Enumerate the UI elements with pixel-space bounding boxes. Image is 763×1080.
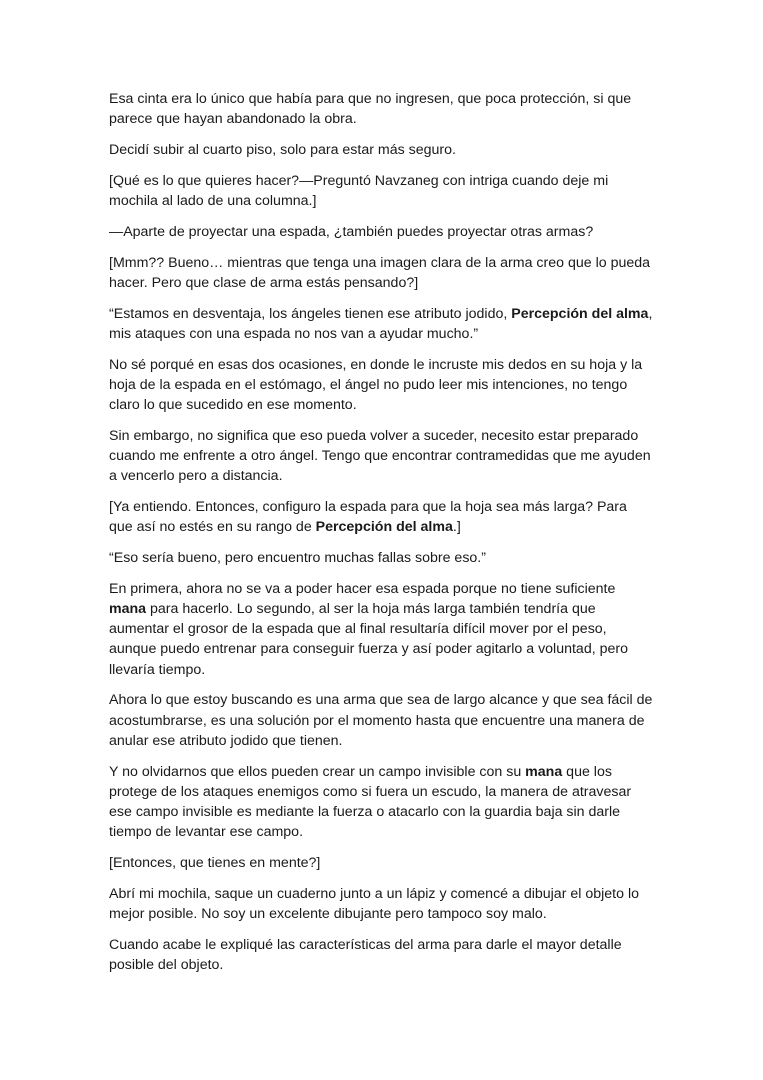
paragraph-text: [Ya entiendo. Entonces, configuro la espada para que la hoja sea más larga? Para que así no estés en su rango de — [109, 499, 627, 536]
body-paragraph — [109, 140, 654, 160]
paragraph-text: —Aparte de proyectar una espada, ¿también puedes proyectar otras armas? — [109, 223, 594, 240]
body-paragraph — [109, 690, 654, 751]
paragraph-text: En primera, ahora no se va a poder hacer esa espada porque no tiene suficiente — [109, 580, 616, 597]
body-paragraph — [109, 171, 654, 211]
paragraph-text: [Entonces, que tienes en mente?] — [109, 855, 321, 872]
body-paragraph — [109, 762, 654, 843]
paragraph-text: “Estamos en desventaja, los ángeles tienen ese atributo jodido, — [109, 305, 512, 322]
body-paragraph — [109, 497, 654, 537]
bold-term: Percepción del alma — [315, 519, 453, 536]
paragraph-text: Abrí mi mochila, saque un cuaderno junto a un lápiz y comencé a dibujar el objeto lo mejor posible. No soy un excelente dibujante pero tampoco soy malo. — [109, 885, 639, 923]
body-paragraph — [109, 222, 654, 242]
paragraph-text: Y no olvidarnos que ellos pueden crear un campo invisible con su — [109, 763, 526, 780]
body-paragraph — [109, 355, 654, 416]
paragraph-text: que los protege de los ataques enemigos como si fuera un escudo, la manera de atravesar ese campo invisible es mediante la fuerza o atacarlo con la guardia baja sin darle tiempo de levantar ese campo. — [109, 763, 632, 841]
body-paragraph — [109, 426, 654, 487]
bold-term: mana — [525, 763, 563, 780]
body-paragraph — [109, 935, 654, 975]
body-paragraph — [109, 579, 654, 680]
paragraph-text: Cuando acabe le expliqué las características del arma para darle el mayor detalle posible del objeto. — [109, 936, 622, 974]
body-paragraph — [109, 853, 654, 873]
paragraph-text: Sin embargo, no significa que eso pueda volver a suceder, necesito estar preparado cuando me enfrente a otro ángel. Tengo que encontrar contramedidas que me ayuden a vencerlo pero a distancia. — [109, 427, 651, 485]
paragraph-text: Decidí subir al cuarto piso, solo para estar más seguro. — [109, 142, 456, 158]
paragraph-text: No sé porqué en esas dos ocasiones, en donde le incruste mis dedos en su hoja y la hoja de la espada en el estómago, el ángel no pudo leer mis intenciones, no tengo claro lo que sucedido en ese momento. — [109, 356, 643, 413]
body-paragraph — [109, 548, 654, 568]
document-page — [109, 89, 654, 986]
paragraph-text: “Eso sería bueno, pero encuentro muchas fallas sobre eso.” — [109, 550, 486, 566]
bold-term: mana — [109, 601, 147, 617]
body-paragraph — [109, 304, 654, 344]
paragraph-text: .] — [452, 519, 461, 536]
paragraph-text: , mis ataques con una espada no nos van a ayudar mucho.” — [109, 305, 653, 342]
body-paragraph — [109, 89, 654, 129]
paragraph-text: Ahora lo que estoy buscando es una arma que sea de largo alcance y que sea fácil de acostumbrarse, es una solución por el momento hasta que encuentre una manera de anular ese atributo jodido que tienen. — [109, 692, 653, 749]
paragraph-text: Esa cinta era lo único que había para que no ingresen, que poca protección, si que parece que hayan abandonado la obra. — [109, 91, 632, 128]
body-paragraph — [109, 253, 654, 293]
bold-term: Percepción del alma — [511, 305, 649, 322]
paragraph-text: para hacerlo. Lo segundo, al ser la hoja más larga también tendría que aumentar el grosor de la espada que al final resultaría difícil mover por el peso, aunque puedo entrenar para conseguir fuerza y así poder agitarlo a voluntad, pero llevaría tiempo. — [109, 601, 628, 678]
paragraph-text: [Qué es lo que quieres hacer?—Preguntó Navzaneg con intriga cuando deje mi mochila al lado de una columna.] — [109, 172, 609, 209]
paragraph-text: [Mmm?? Bueno… mientras que tenga una imagen clara de la arma creo que lo pueda hacer. Pero que clase de arma estás pensando?] — [109, 254, 651, 291]
body-paragraph — [109, 884, 654, 924]
